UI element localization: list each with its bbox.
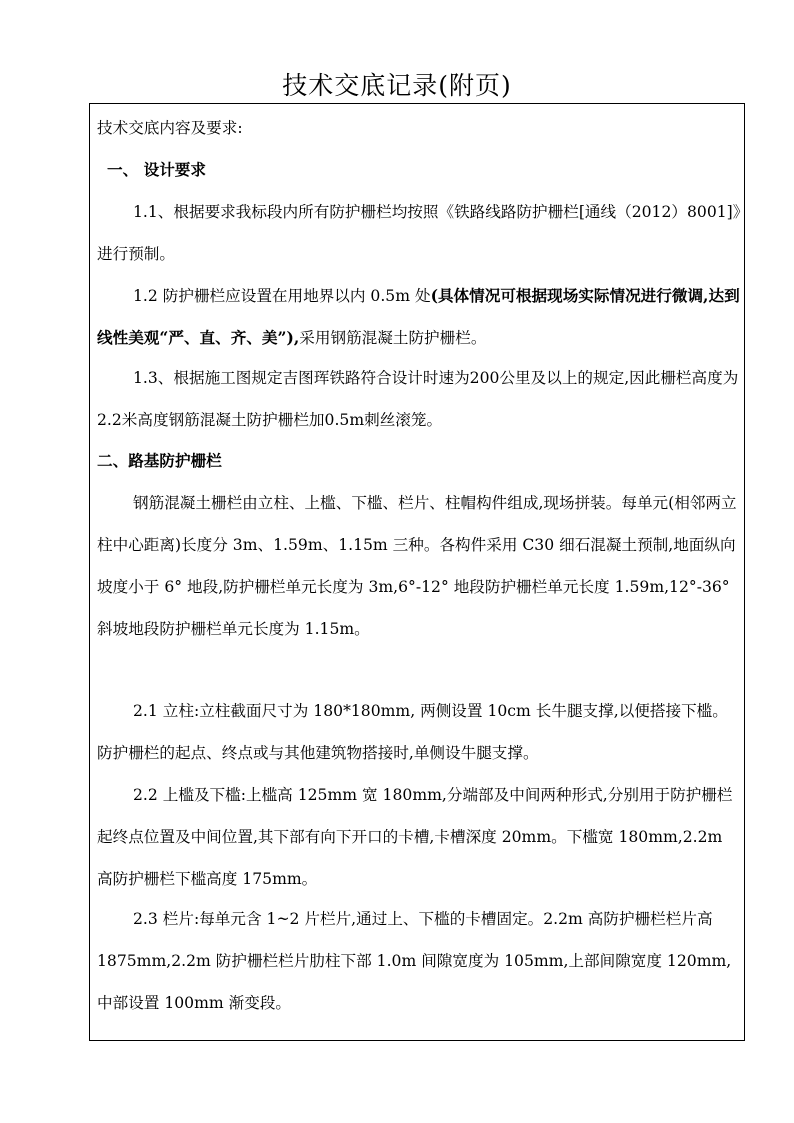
section1-heading: 一、 设计要求 xyxy=(107,160,206,179)
document-title: 技术交底记录(附页) xyxy=(282,71,512,100)
header-label: 技术交底内容及要求: xyxy=(97,119,243,137)
paragraph-1-2-tail: 采用钢筋混凝土防护栅栏。 xyxy=(299,329,487,347)
section2-heading: 二、路基防护栅栏 xyxy=(97,451,222,470)
paragraph-1-2 xyxy=(97,275,742,359)
paragraph-1-3: 1.3、根据施工图规定吉图珲铁路符合设计时速为200公里及以上的规定,因此栅栏高度为2.2米高度钢筋混凝土防护栅栏加0.5m刺丝滚笼。 xyxy=(97,369,739,429)
paragraph-2-1: 2.1 立柱:立柱截面尺寸为 180*180mm, 两侧设置 10cm 长牛腿支撑,以便搭接下槛。防护栅栏的起点、终点或与其他建筑物搭接时,单侧设牛腿支撑。 xyxy=(97,702,728,762)
paragraph-2-3: 2.3 栏片:每单元含 1~2 片栏片,通过上、下槛的卡槽固定。2.2m 高防护栅栏栏片高 1875mm,2.2m 防护栅栏栏片肋柱下部 1.0m 间隙宽度为 105mm,上部间隙宽度 120mm,中部设置 100mm 渐变段。 xyxy=(97,910,732,1012)
section2-intro: 钢筋混凝土栅栏由立柱、上槛、下槛、栏片、柱帽构件组成,现场拼装。每单元(相邻两立柱中心距离)长度分 3m、1.59m、1.15m 三种。各构件采用 C30 细石混凝土预制,地面纵向坡度小于 6° 地段,防护栅栏单元长度为 3m,6°-12° 地段防护栅栏单元长度 1.59m,12°-36° 斜坡地段防护栅栏单元长度为 1.15m。 xyxy=(97,494,737,638)
paragraph-1-2-lead: 1.2 防护栅栏应设置在用地界以内 0.5m 处 xyxy=(133,287,431,305)
paragraph-1-1: 1.1、根据要求我标段内所有防护栅栏均按照《铁路线路防护栅栏[通线（2012）8001]》进行预制。 xyxy=(97,203,741,263)
paragraph-1-2-bold: (具体情况可根据现场实际情况进行微调,达到线性美观“严、直、齐、美”), xyxy=(97,286,740,347)
paragraph-2-2: 2.2 上槛及下槛:上槛高 125mm 宽 180mm,分端部及中间两种形式,分别用于防护栅栏起终点位置及中间位置,其下部有向下开口的卡槽,卡槽深度 20mm。下槛宽 180mm,2.2m 高防护栅栏下槛高度 175mm。 xyxy=(97,786,733,888)
